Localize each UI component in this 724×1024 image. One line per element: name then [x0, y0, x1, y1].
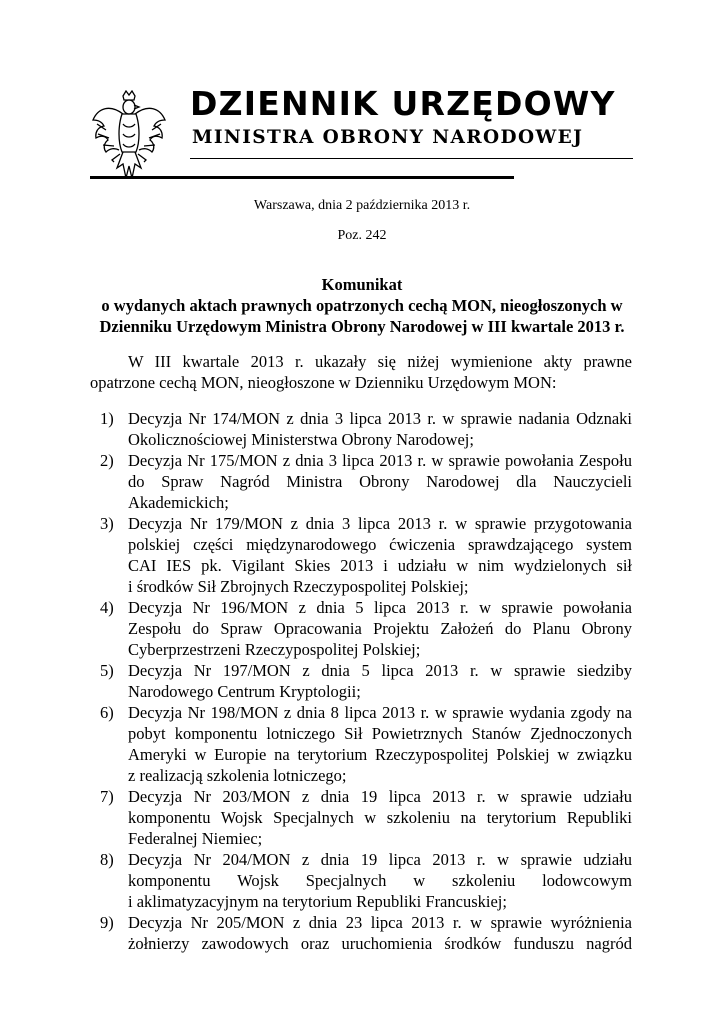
journal-subtitle: MINISTRA OBRONY NARODOWEJ	[192, 127, 584, 148]
position-number: Poz. 242	[337, 228, 387, 243]
intro-line-2: opatrzone cechą MON, nieogłoszone w Dzienniku Urzędowym MON:	[90, 373, 557, 392]
list-item-text-line: Cyberprzestrzeni Rzeczypospolitej Polskiej;	[128, 640, 421, 659]
list-item	[90, 702, 632, 786]
list-item	[90, 513, 632, 597]
list-item-number: 5)	[100, 661, 114, 680]
document-heading	[70, 274, 654, 337]
list-item-text-line: Akademickich;	[128, 493, 229, 512]
list-item-text-line: i środków Sił Zbrojnych Rzeczypospolitej Polskiej;	[128, 577, 469, 596]
journal-title: DZIENNIK URZĘDOWY	[190, 84, 616, 123]
list-item-text-line: komponentu Wojsk Specjalnych w szkoleniu lodowcowym	[128, 871, 632, 890]
list-item-text-line: Decyzja Nr 175/MON z dnia 3 lipca 2013 r. w sprawie powołania Zespołu	[128, 451, 632, 470]
list-item-number: 6)	[100, 703, 114, 722]
list-item	[90, 786, 632, 849]
intro-line-1: W III kwartale 2013 r. ukazały się niżej wymienione akty prawne	[128, 352, 632, 371]
list-item	[90, 408, 632, 450]
list-item-text-line: Decyzja Nr 205/MON z dnia 23 lipca 2013 r. w sprawie wyróżnienia	[128, 913, 632, 932]
list-item-text-line: i aklimatyzacyjnym na terytorium Republiki Francuskiej;	[128, 892, 507, 911]
list-item	[90, 912, 632, 954]
list-item-text-line: polskiej części międzynarodowego ćwiczenia sprawdzającego system	[128, 535, 632, 554]
list-item-text-line: pobyt komponentu lotniczego Sił Powietrznych Stanów Zjednoczonych	[128, 724, 632, 743]
list-item-number: 4)	[100, 598, 114, 617]
list-item-text-line: Okolicznościowej Ministerstwa Obrony Narodowej;	[128, 430, 474, 449]
issue-date: Warszawa, dnia 2 października 2013 r.	[253, 198, 471, 213]
list-item-number: 7)	[100, 787, 114, 806]
list-item-text-line: Decyzja Nr 179/MON z dnia 3 lipca 2013 r. w sprawie przygotowania	[128, 514, 632, 533]
list-item-number: 9)	[100, 913, 114, 932]
list-item-text-line: Zespołu do Spraw Opracowania Projektu Założeń do Planu Obrony	[128, 619, 632, 638]
list-item	[90, 849, 632, 912]
list-item-text-line: Decyzja Nr 197/MON z dnia 5 lipca 2013 r. w sprawie siedziby	[128, 661, 632, 680]
list-item-number: 1)	[100, 409, 114, 428]
list-item-text-line: Decyzja Nr 196/MON z dnia 5 lipca 2013 r. w sprawie powołania	[128, 598, 632, 617]
heading-line-3: Dzienniku Urzędowym Ministra Obrony Narodowej w III kwartale 2013 r.	[99, 317, 625, 336]
list-item	[90, 450, 632, 513]
heading-title: Komunikat	[321, 275, 403, 294]
list-item-text-line: komponentu Wojsk Specjalnych w szkoleniu na terytorium Republiki	[128, 808, 632, 827]
list-item-text-line: Decyzja Nr 204/MON z dnia 19 lipca 2013 r. w sprawie udziału	[128, 850, 632, 869]
decision-list	[90, 408, 632, 954]
list-item-text-line: Decyzja Nr 203/MON z dnia 19 lipca 2013 r. w sprawie udziału	[128, 787, 632, 806]
list-item-text-line: Ameryki w Europie na terytorium Rzeczypospolitej Polskiej w związku	[128, 745, 632, 764]
list-item-text-line: CAI IES pk. Vigilant Skies 2013 i udziału w nim wydzielonych sił	[128, 556, 632, 575]
intro-paragraph	[90, 351, 632, 393]
list-item	[90, 660, 632, 702]
list-item-number: 3)	[100, 514, 114, 533]
list-item-text-line: Decyzja Nr 174/MON z dnia 3 lipca 2013 r. w sprawie nadania Odznaki	[128, 409, 632, 428]
list-item-text-line: Federalnej Niemiec;	[128, 829, 263, 848]
list-item-number: 2)	[100, 451, 114, 470]
header-rule-thick	[90, 176, 514, 179]
list-item-text-line: z realizacją szkolenia lotniczego;	[128, 766, 347, 785]
list-item-text-line: Decyzja Nr 198/MON z dnia 8 lipca 2013 r. w sprawie wydania zgody na	[128, 703, 632, 722]
eagle-emblem-icon	[90, 90, 168, 182]
list-item	[90, 597, 632, 660]
header-rule-thin	[190, 158, 633, 159]
list-item-number: 8)	[100, 850, 114, 869]
list-item-text-line: żołnierzy zawodowych oraz uruchomienia środków funduszu nagród	[128, 934, 632, 953]
list-item-text-line: Narodowego Centrum Kryptologii;	[128, 682, 361, 701]
heading-line-2: o wydanych aktach prawnych opatrzonych cechą MON, nieogłoszonych w	[101, 296, 623, 315]
list-item-text-line: do Spraw Nagród Ministra Obrony Narodowej dla Nauczycieli	[128, 472, 632, 491]
